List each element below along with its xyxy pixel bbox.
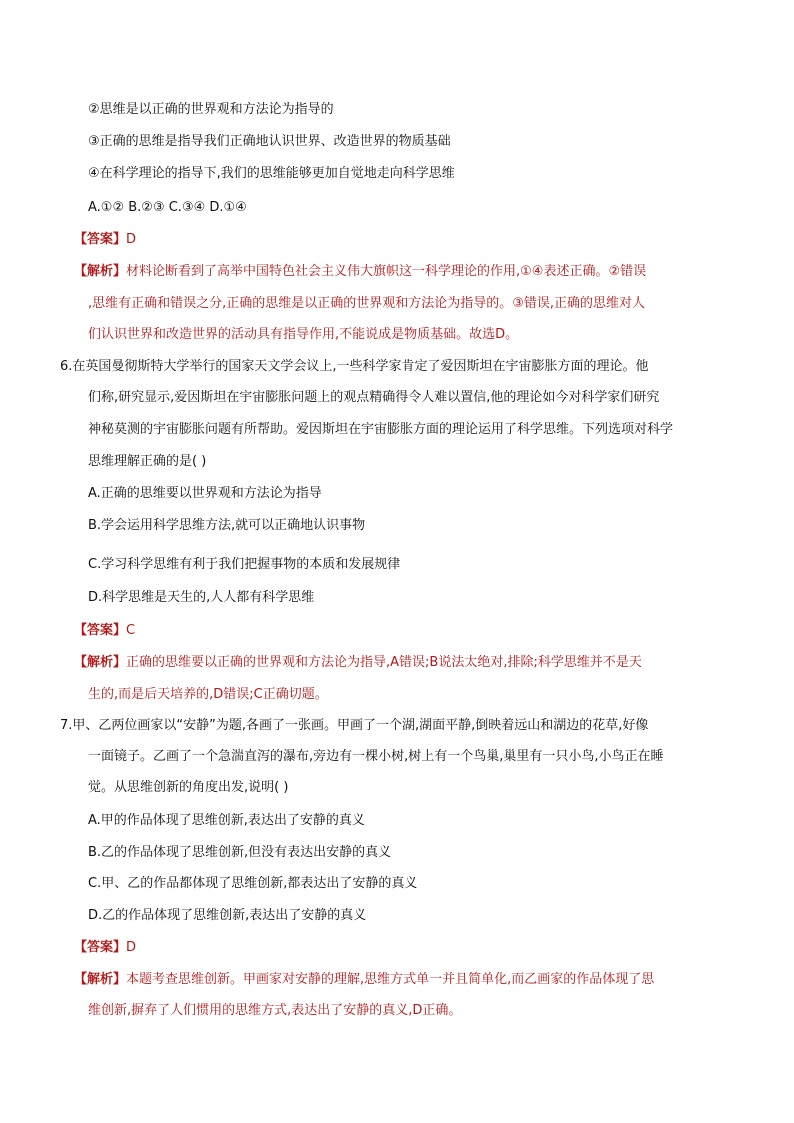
q7-analysis-line-2: 维创新,摒弃了人们惯用的思维方式,表达出了安静的真义,D正确。 (88, 1003, 462, 1018)
q6-option-a: A.正确的思维要以世界观和方法论为指导 (88, 486, 322, 501)
q7-option-a: A.甲的作品体现了思维创新,表达出了安静的真义 (88, 813, 365, 828)
q5-option-2: ②思维是以正确的世界观和方法论为指导的 (88, 102, 334, 117)
answer-tag: 【答案】 (74, 623, 127, 638)
answer-value: C (126, 623, 136, 638)
analysis-tag: 【解析】 (74, 264, 127, 279)
q6-stem-line-4: 思维理解正确的是( ) (88, 454, 207, 469)
analysis-text: 正确的思维要以正确的世界观和方法论为指导,A错误;B说法太绝对,排除;科学思维并不是天 (126, 655, 642, 670)
q6-analysis-line-1 (74, 653, 642, 673)
q5-choices: A.①② B.②③ C.③④ D.①④ (88, 200, 247, 215)
analysis-tag: 【解析】 (74, 655, 127, 670)
q5-analysis-line-2: ,思维有正确和错误之分,正确的思维是以正确的世界观和方法论为指导的。③错误,正确的思维对人 (88, 296, 646, 311)
q7-option-b: B.乙的作品体现了思维创新,但没有表达出安静的真义 (88, 845, 392, 860)
q6-stem-line-3: 神秘莫测的宇宙膨胀问题有所帮助。爱因斯坦在宇宙膨胀方面的理论运用了科学思维。下列选项对科学 (88, 422, 674, 437)
answer-value: D (126, 940, 137, 955)
q6-option-d: D.科学思维是天生的,人人都有科学思维 (88, 590, 315, 605)
answer-tag: 【答案】 (74, 232, 127, 247)
q5-analysis-line-3: 们认识世界和改造世界的活动具有指导作用,不能说成是物质基础。故选D。 (88, 327, 519, 342)
q7-analysis-line-1 (74, 970, 654, 990)
q6-answer (74, 621, 135, 641)
q5-answer (74, 230, 136, 250)
q7-option-c: C.甲、乙的作品都体现了思维创新,都表达出了安静的真义 (88, 876, 418, 891)
answer-tag: 【答案】 (74, 940, 127, 955)
q6-stem-line-2: 们称,研究显示,爱因斯坦在宇宙膨胀问题上的观点精确得令人难以置信,他的理论如今对科学家们研究 (88, 390, 660, 405)
q5-option-4: ④在科学理论的指导下,我们的思维能够更加自觉地走向科学思维 (88, 166, 455, 181)
q6-option-b: B.学会运用科学思维方法,就可以正确地认识事物 (88, 518, 366, 533)
q5-analysis-line-1 (74, 262, 646, 282)
q6-stem-line-1: 6.在英国曼彻斯特大学举行的国家天文学会议上,一些科学家肯定了爱因斯坦在宇宙膨胀方面的理论。他 (60, 359, 649, 374)
q7-stem-line-2: 一面镜子。乙画了一个急湍直泻的瀑布,旁边有一棵小树,树上有一个鸟巢,巢里有一只小鸟,小鸟正在睡 (88, 749, 664, 764)
q7-stem-line-1: 7.甲、乙两位画家以“安静”为题,各画了一张画。甲画了一个湖,湖面平静,倒映着远山和湖边的花草,好像 (60, 718, 649, 733)
analysis-text: 材料论断看到了高举中国特色社会主义伟大旗帜这一科学理论的作用,①④表述正确。②错误 (126, 264, 647, 279)
analysis-tag: 【解析】 (74, 972, 127, 987)
q6-analysis-line-2: 生的,而是后天培养的,D错误;C正确切题。 (88, 687, 328, 702)
q6-option-c: C.学习科学思维有利于我们把握事物的本质和发展规律 (88, 557, 401, 572)
q5-option-3: ③正确的思维是指导我们正确地认识世界、改造世界的物质基础 (88, 134, 451, 149)
analysis-text: 本题考查思维创新。甲画家对安静的理解,思维方式单一并且简单化,而乙画家的作品体现了思 (126, 972, 655, 987)
q7-answer (74, 938, 136, 958)
answer-value: D (126, 232, 137, 247)
q7-stem-line-3: 觉。从思维创新的角度出发,说明( ) (88, 780, 289, 795)
q7-option-d: D.乙的作品体现了思维创新,表达出了安静的真义 (88, 908, 367, 923)
